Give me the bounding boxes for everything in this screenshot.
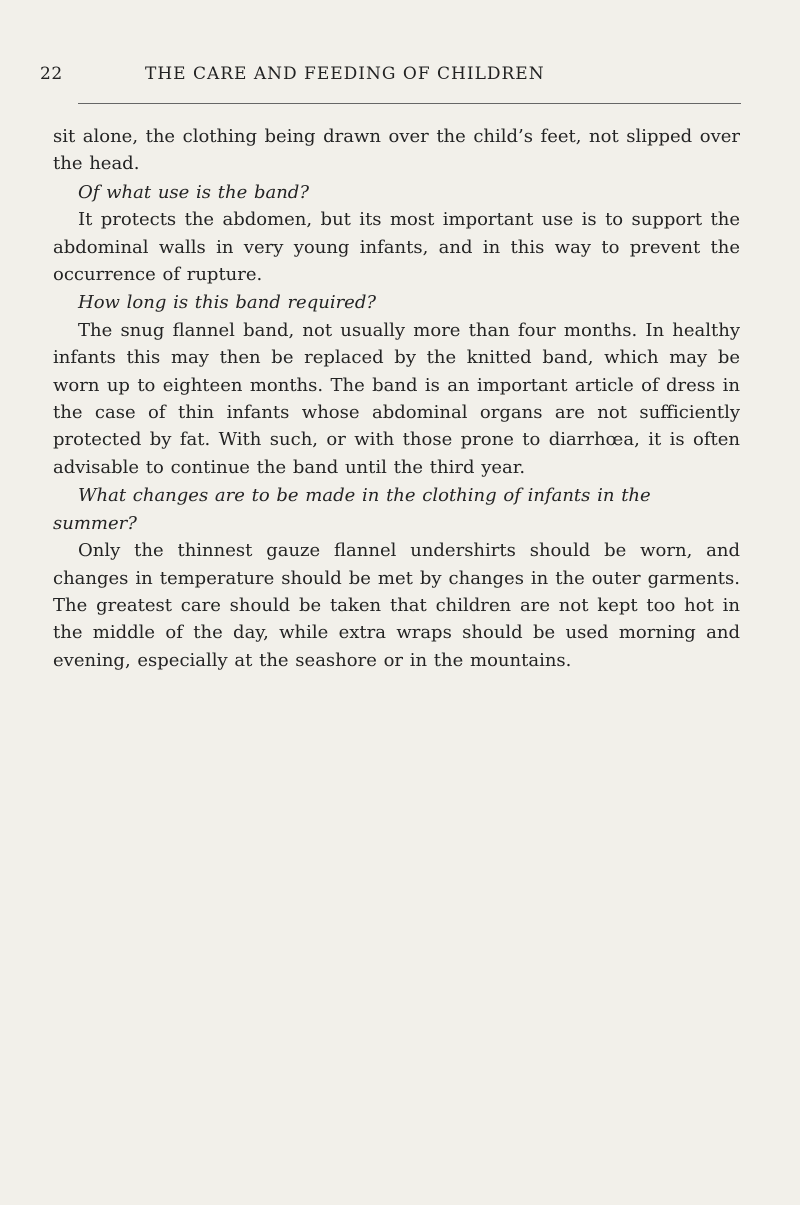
answer-band-use: It protects the abdomen, but its most important use is to support the abdominal walls in very young infants, and in this way to prevent the occurrence of rupture. [53,209,740,286]
question-summer-clothing: What changes are to be made in the clothing of infants in the summer? [53,485,651,534]
paragraph-continuation: sit alone, the clothing being drawn over the child’s feet, not slipped over the head. [53,126,740,175]
question-band-use: Of what use is the band? [78,181,309,203]
page-body [53,123,740,674]
header-rule [78,103,741,104]
running-title: THE CARE AND FEEDING OF CHILDREN [145,64,545,84]
page-header [40,64,740,88]
page-number: 22 [40,64,63,84]
question-band-duration: How long is this band required? [78,292,377,314]
answer-summer-clothing: Only the thinnest gauze flannel undershirts should be worn, and changes in temperature should be met by changes in the outer garments. The greatest care should be taken that children are not kept too hot in the middle of the day, while extra wraps should be used morning and evening, especially at the seashore or in the mountains. [53,540,740,671]
answer-band-duration: The snug flannel band, not usually more than four months. In healthy infants this may then be replaced by the knitted band, which may be worn up to eighteen months. The band is an important article of dress in the case of thin infants whose abdominal organs are not sufficiently protected by fat. With such, or with those prone to diarrhœa, it is often advisable to continue the band until the third year. [53,319,740,478]
